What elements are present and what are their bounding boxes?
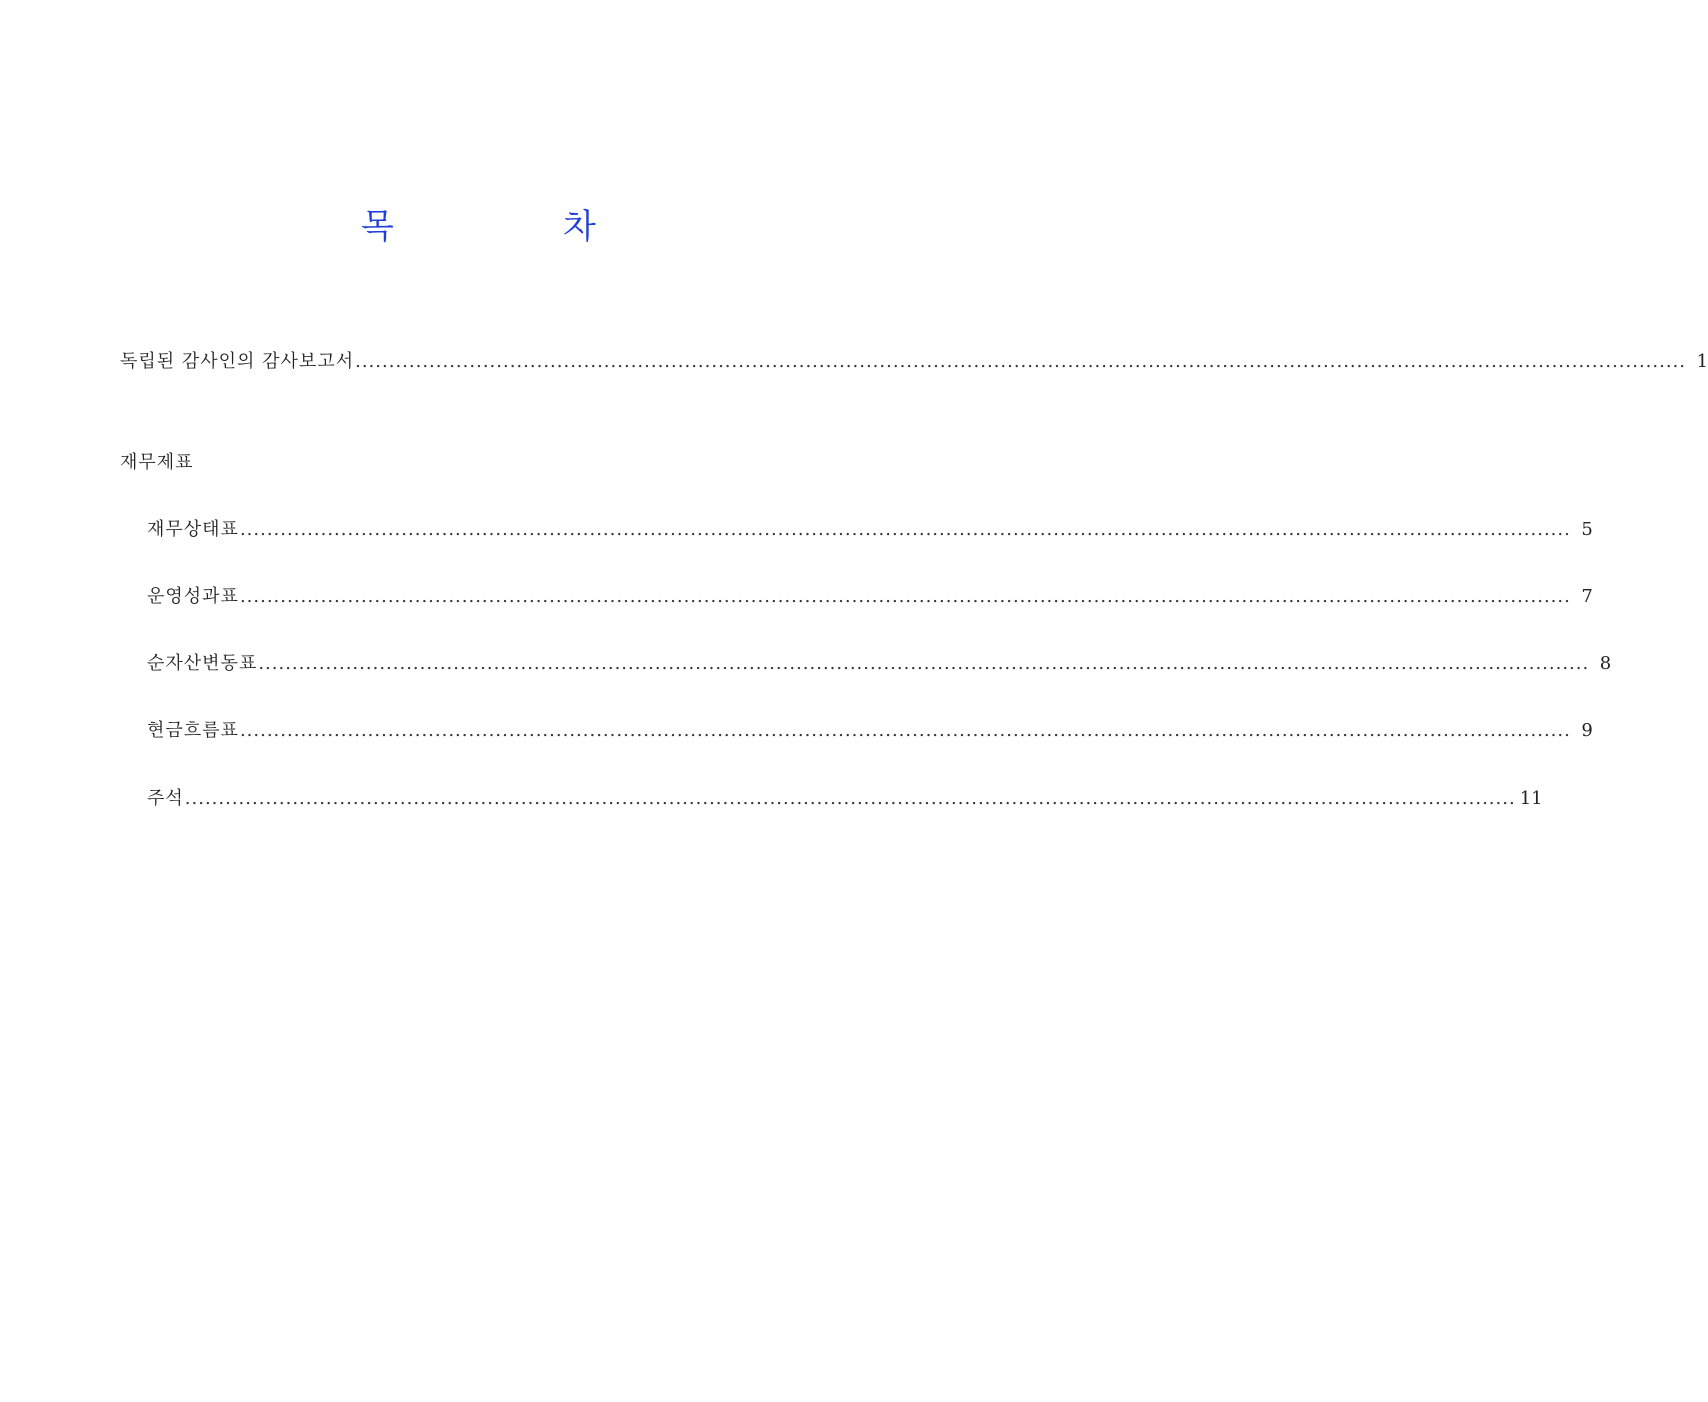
toc-title [0,205,992,255]
toc-page-number: 5 [1581,519,1593,540]
toc-page-number: 8 [1599,653,1612,674]
toc-leader-dots: ...................................................................................................................................................................................................... [355,351,1687,372]
toc-entry-label: 순자산변동표 [147,653,258,674]
toc-leader-dots: ...................................................................................................................................................................................................... [239,720,1571,741]
toc-entry-notes[interactable] [147,786,1543,812]
toc-entry-label: 현금흐름표 [147,720,239,741]
toc-entry-label: 독립된 감사인의 감사보고서 [120,351,355,372]
toc-page-number: 9 [1581,720,1593,741]
toc-leader-dots: ...................................................................................................................................................................................................... [258,653,1590,674]
toc-entry-operating-statement[interactable] [147,584,1593,610]
toc-entry-label: 주석 [147,788,184,809]
toc-entry-balance-sheet[interactable] [147,517,1593,543]
toc-page-number: 1 [1696,351,1708,372]
toc-entry-label: 운영성과표 [147,586,239,607]
toc-page-number: 11 [1519,788,1543,809]
toc-entry-label: 재무상태표 [147,519,239,540]
toc-page-number: 7 [1581,586,1593,607]
toc-section-heading: 재무제표 [120,452,194,473]
toc-leader-dots: ...................................................................................................................................................................................................... [239,519,1571,540]
toc-title-char-1: 목 [361,207,394,247]
toc-leader-dots: ...................................................................................................................................................................................................... [184,788,1516,809]
toc-entry-net-assets-changes[interactable] [147,651,1612,677]
toc-title-char-2: 차 [563,207,596,247]
toc-entry-cash-flow[interactable] [147,718,1593,744]
toc-entry-auditor-report[interactable] [120,349,1708,375]
toc-leader-dots: ...................................................................................................................................................................................................... [239,586,1571,607]
